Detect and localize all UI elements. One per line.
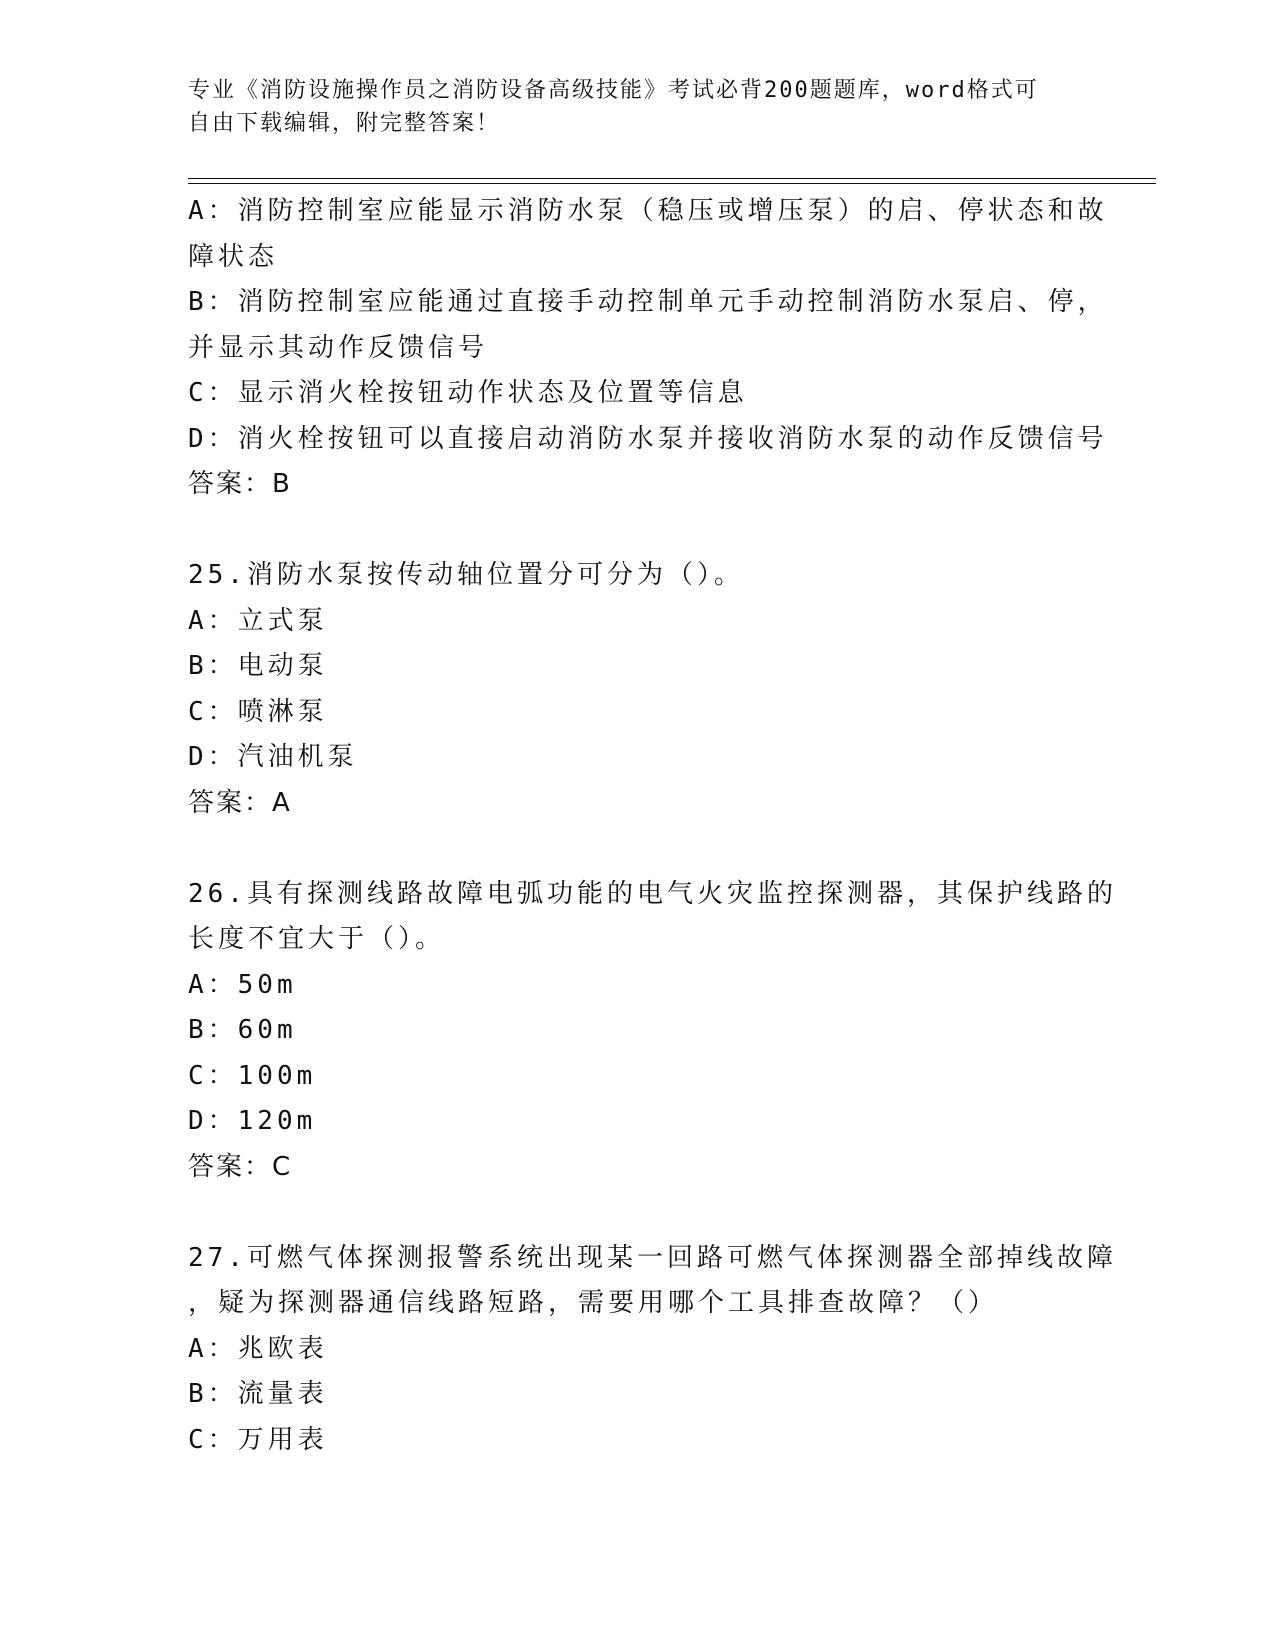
- question-text-line-2: ，疑为探测器通信线路短路，需要用哪个工具排查故障？（）: [188, 1288, 999, 1318]
- spacer: [188, 1190, 1088, 1236]
- answer: 答案：C: [188, 1151, 293, 1182]
- option-a-line-1: A：消防控制室应能显示消防水泵（稳压或增压泵）的启、停状态和故: [188, 196, 1108, 226]
- question-26-block: [188, 872, 1117, 1191]
- option-c: C：万用表: [188, 1424, 328, 1455]
- question-27-block: [188, 1236, 1117, 1464]
- option-c: C：显示消火栓按钮动作状态及位置等信息: [188, 378, 748, 408]
- question-text-line-1: 26.具有探测线路故障电弧功能的电气火灾监控探测器，其保护线路的: [188, 878, 1117, 909]
- option-a: A：兆欧表: [188, 1333, 328, 1364]
- option-a-line-2: 障状态: [188, 241, 279, 272]
- question-text: 25.消防水泵按传动轴位置分可分为（）。: [188, 560, 744, 590]
- answer: 答案：A: [188, 787, 292, 818]
- option-d: D：汽油机泵: [188, 742, 358, 772]
- option-a: A：立式泵: [188, 605, 328, 636]
- option-c: C：喷淋泵: [188, 696, 328, 727]
- answer: 答案：B: [188, 469, 292, 499]
- header-divider-bottom: [188, 183, 1156, 184]
- option-d: D：消火栓按钮可以直接启动消防水泵并接收消防水泵的动作反馈信号: [188, 423, 1108, 454]
- option-b: B：电动泵: [188, 651, 328, 681]
- question-text-line-2: 长度不宜大于（）。: [188, 924, 446, 954]
- option-d: D：120m: [188, 1106, 317, 1136]
- spacer: [188, 508, 1088, 554]
- header-line-2: 自由下载编辑，附完整答案！: [188, 111, 501, 136]
- question-24-block: [188, 189, 1108, 508]
- header-divider-top: [188, 178, 1156, 179]
- option-b: B：流量表: [188, 1379, 328, 1409]
- question-25-block: [188, 553, 1088, 826]
- spacer: [188, 826, 1088, 872]
- question-text-line-1: 27.可燃气体探测报警系统出现某一回路可燃气体探测器全部掉线故障: [188, 1242, 1117, 1273]
- option-b: B：60m: [188, 1015, 297, 1045]
- document-header: [188, 74, 1068, 140]
- option-c: C：100m: [188, 1060, 317, 1091]
- header-line-1: 专业《消防设施操作员之消防设备高级技能》考试必背200题题库，word格式可: [188, 78, 1039, 103]
- option-a: A：50m: [188, 969, 297, 1000]
- option-b-line-2: 并显示其动作反馈信号: [188, 332, 489, 363]
- option-b-line-1: B：消防控制室应能通过直接手动控制单元手动控制消防水泵启、停，: [188, 287, 1108, 317]
- question-list: [188, 189, 1117, 1463]
